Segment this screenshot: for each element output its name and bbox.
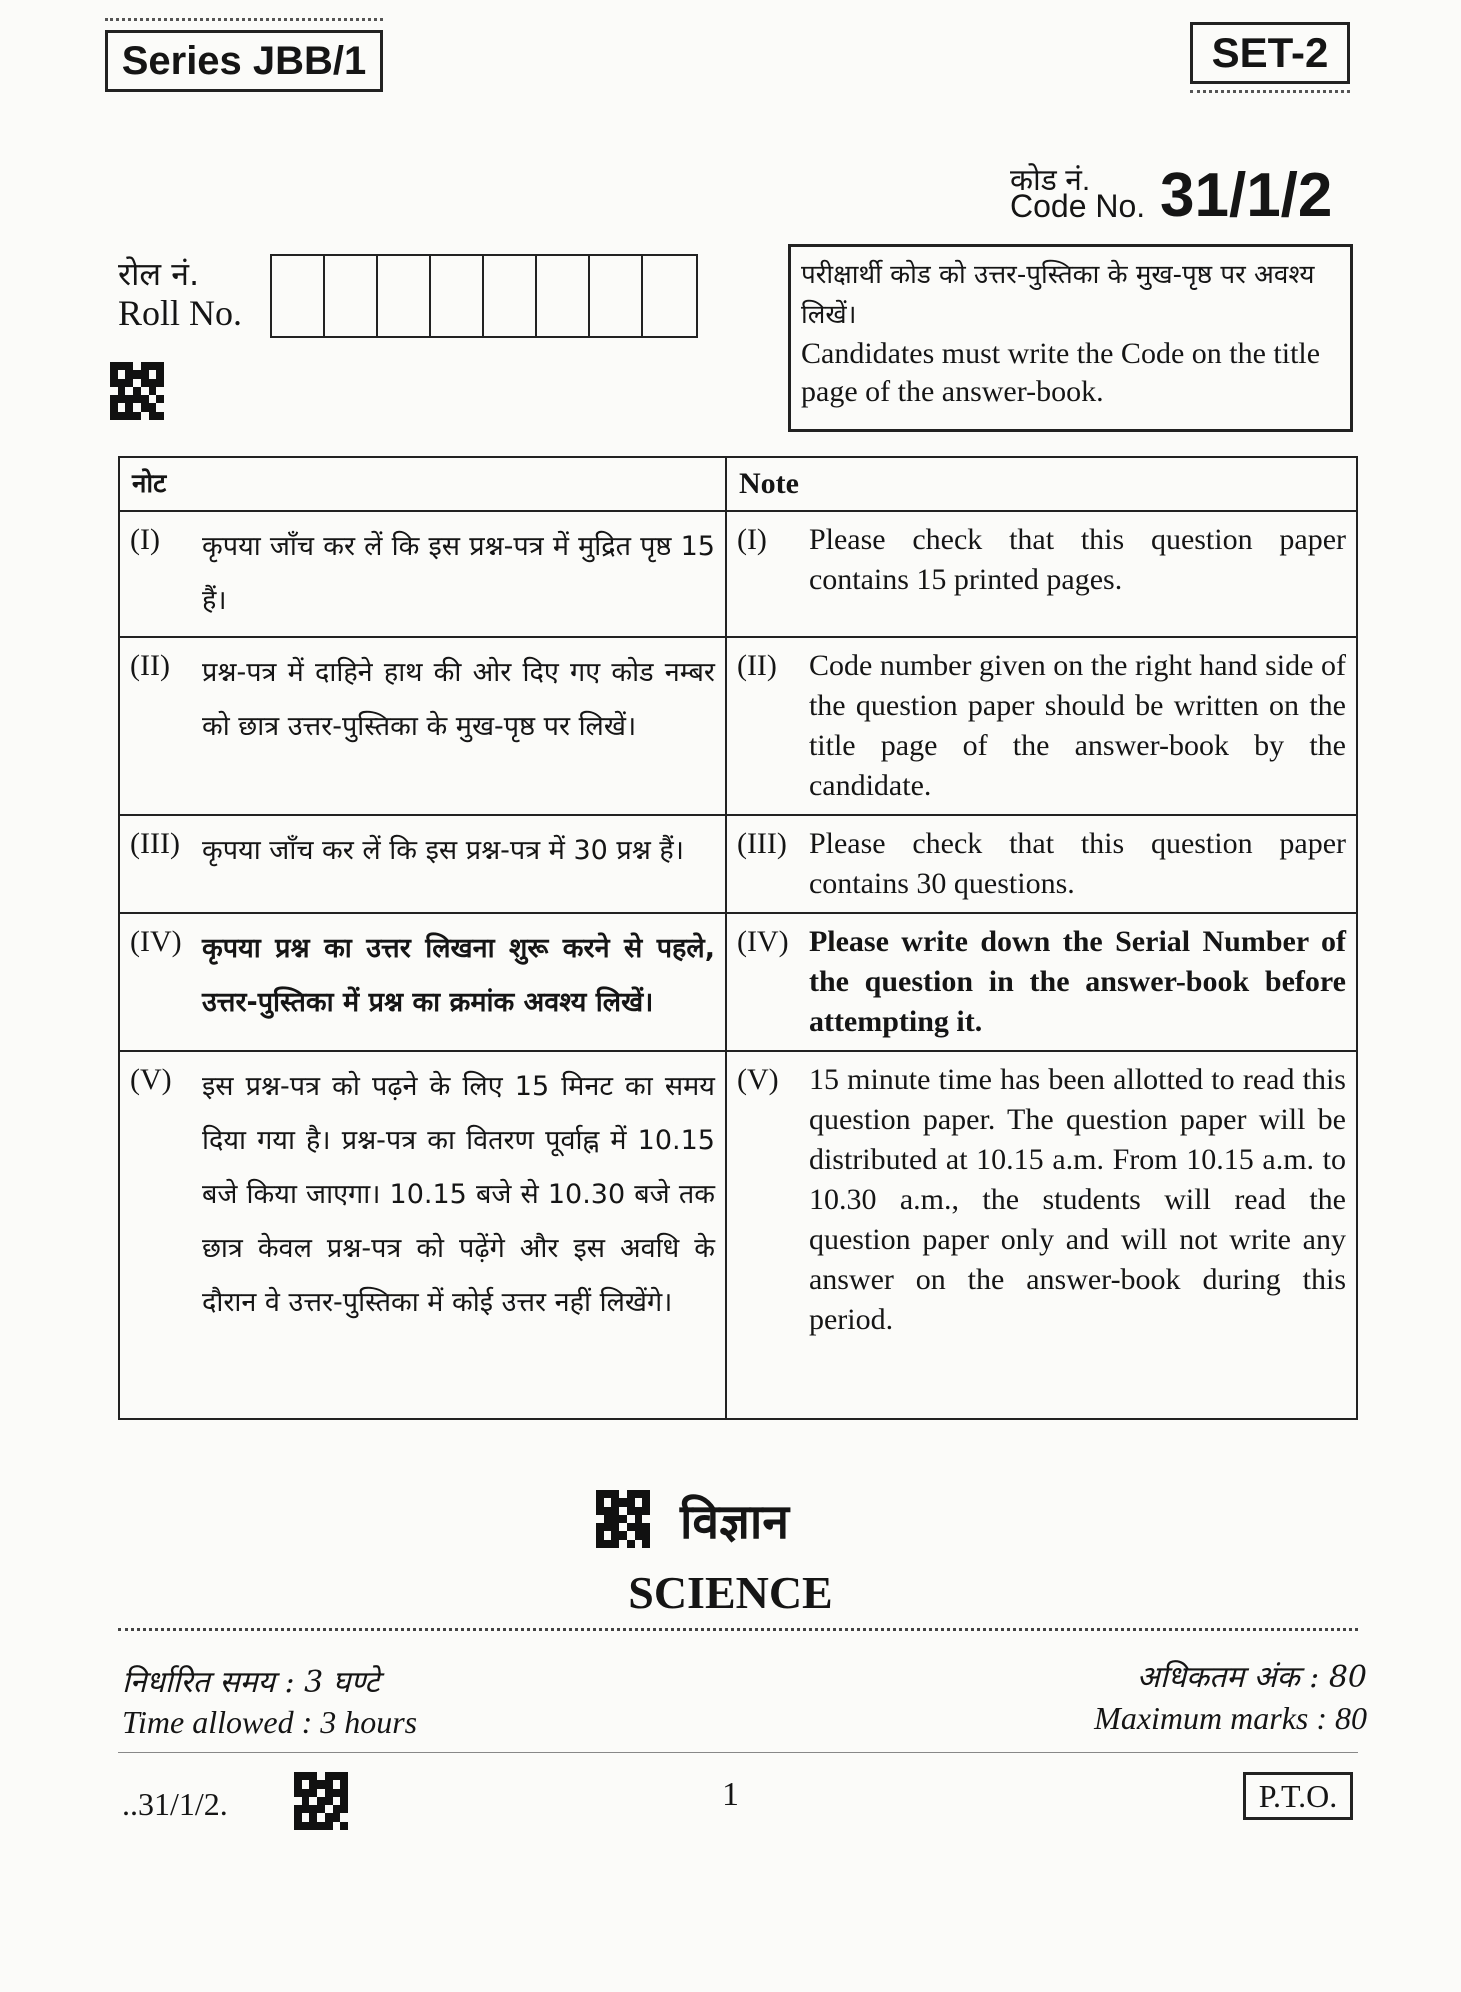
note-text-english: Please check that this question paper contains 15 printed pages. bbox=[808, 523, 1346, 596]
maximum-marks-hindi: अधिकतम अंक : 80 bbox=[1136, 1660, 1367, 1695]
set-decoration bbox=[1190, 90, 1350, 93]
note-text-english: Please check that this question paper contains 30 questions. bbox=[808, 827, 1346, 900]
roll-label: Roll No. bbox=[118, 293, 243, 333]
subject-title: SCIENCE bbox=[628, 1567, 833, 1618]
note-number: (III) bbox=[736, 827, 787, 860]
note-number: (II) bbox=[130, 649, 170, 682]
roll-number-boxes[interactable] bbox=[270, 254, 698, 338]
note-text-hindi: कृपया जाँच कर लें कि इस प्रश्न-पत्र में मुद्रित पृष्ठ 15 हैं। bbox=[202, 531, 715, 616]
roll-box[interactable] bbox=[643, 256, 696, 336]
roll-box[interactable] bbox=[590, 256, 643, 336]
qr-code-icon bbox=[110, 362, 164, 420]
note-number: (III) bbox=[130, 827, 180, 860]
candidate-instruction-box bbox=[788, 244, 1353, 432]
notes-table bbox=[118, 456, 1358, 1420]
note-text-hindi: प्रश्न-पत्र में दाहिने हाथ की ओर दिए गए कोड नम्बर को छात्र उत्तर-पुस्तिका के मुख-पृष्ठ पर लिखें। bbox=[202, 657, 715, 742]
roll-box[interactable] bbox=[325, 256, 378, 336]
series-decoration bbox=[105, 18, 383, 24]
roll-box[interactable] bbox=[272, 256, 325, 336]
note-text-hindi: कृपया प्रश्न का उत्तर लिखना शुरू करने से पहले, उत्तर-पुस्तिका में प्रश्न का क्रमांक अवश्य लिखें। bbox=[202, 933, 715, 1018]
note-text-hindi: कृपया जाँच कर लें कि इस प्रश्न-पत्र में 30 प्रश्न हैं। bbox=[202, 835, 685, 866]
divider bbox=[118, 1628, 1358, 1631]
page-number: 1 bbox=[722, 1776, 739, 1813]
note-text-english: Please write down the Serial Number of the question in the answer-book before attempting it. bbox=[808, 925, 1346, 1038]
series-label: Series JBB/1 bbox=[105, 30, 383, 92]
time-allowed: Time allowed : 3 hours bbox=[122, 1704, 418, 1740]
note-text-english: Code number given on the right hand side of the question paper should be written on the title page of the answer-book by the candidate. bbox=[808, 649, 1346, 802]
maximum-marks: Maximum marks : 80 bbox=[1094, 1700, 1367, 1736]
note-row bbox=[119, 913, 1357, 1051]
code-label: Code No. bbox=[1010, 188, 1146, 224]
note-number: (V) bbox=[130, 1063, 172, 1096]
note-row bbox=[119, 815, 1357, 913]
candidate-instruction-hindi: परीक्षार्थी कोड को उत्तर-पुस्तिका के मुख-पृष्ठ पर अवश्य लिखें। bbox=[801, 260, 1315, 330]
pto-label: P.T.O. bbox=[1243, 1772, 1353, 1820]
divider bbox=[118, 1752, 1358, 1753]
note-number: (I) bbox=[736, 523, 767, 556]
code-number: 31/1/2 bbox=[1160, 161, 1333, 230]
notes-header-english: Note bbox=[726, 457, 1357, 511]
note-number: (V) bbox=[736, 1063, 779, 1096]
footer-code: ..31/1/2. bbox=[122, 1786, 228, 1822]
code-label-hindi: कोड नं. bbox=[1010, 164, 1091, 197]
time-allowed-hindi: निर्धारित समय : 3 घण्टे bbox=[122, 1665, 380, 1700]
note-text-hindi: इस प्रश्न-पत्र को पढ़ने के लिए 15 मिनट का समय दिया गया है। प्रश्न-पत्र का वितरण पूर्वाह्न में 10.15 बजे किया जाएगा। 10.15 बजे से 10.30 बजे तक छात्र केवल प्रश्न-पत्र को पढ़ेंगे और इस अवधि के दौरान वे उत्तर-पुस्तिका में कोई उत्तर नहीं लिखेंगे। bbox=[202, 1071, 715, 1318]
note-number: (IV) bbox=[736, 925, 789, 958]
roll-label-hindi: रोल नं. bbox=[118, 255, 200, 293]
note-row bbox=[119, 511, 1357, 637]
subject-title-hindi: विज्ञान bbox=[680, 1494, 789, 1550]
note-text-english: 15 minute time has been allotted to read this question paper. The question paper will be distributed at 10.15 a.m. From 10.15 a.m. to 10.30 a.m., the students will read the question paper only and will not write any answer on the answer-book during this period. bbox=[808, 1063, 1346, 1336]
note-number: (II) bbox=[736, 649, 777, 682]
notes-header-hindi: नोट bbox=[119, 457, 726, 511]
note-number: (IV) bbox=[130, 925, 182, 958]
note-number: (I) bbox=[130, 523, 160, 556]
candidate-instruction-english: Candidates must write the Code on the title page of the answer-book. bbox=[801, 337, 1321, 408]
roll-box[interactable] bbox=[484, 256, 537, 336]
roll-box[interactable] bbox=[431, 256, 484, 336]
note-row bbox=[119, 1051, 1357, 1419]
set-label: SET-2 bbox=[1190, 22, 1350, 84]
note-row bbox=[119, 637, 1357, 815]
notes-header-row bbox=[119, 457, 1357, 511]
roll-box[interactable] bbox=[537, 256, 590, 336]
qr-code-icon bbox=[596, 1490, 650, 1548]
roll-box[interactable] bbox=[378, 256, 431, 336]
